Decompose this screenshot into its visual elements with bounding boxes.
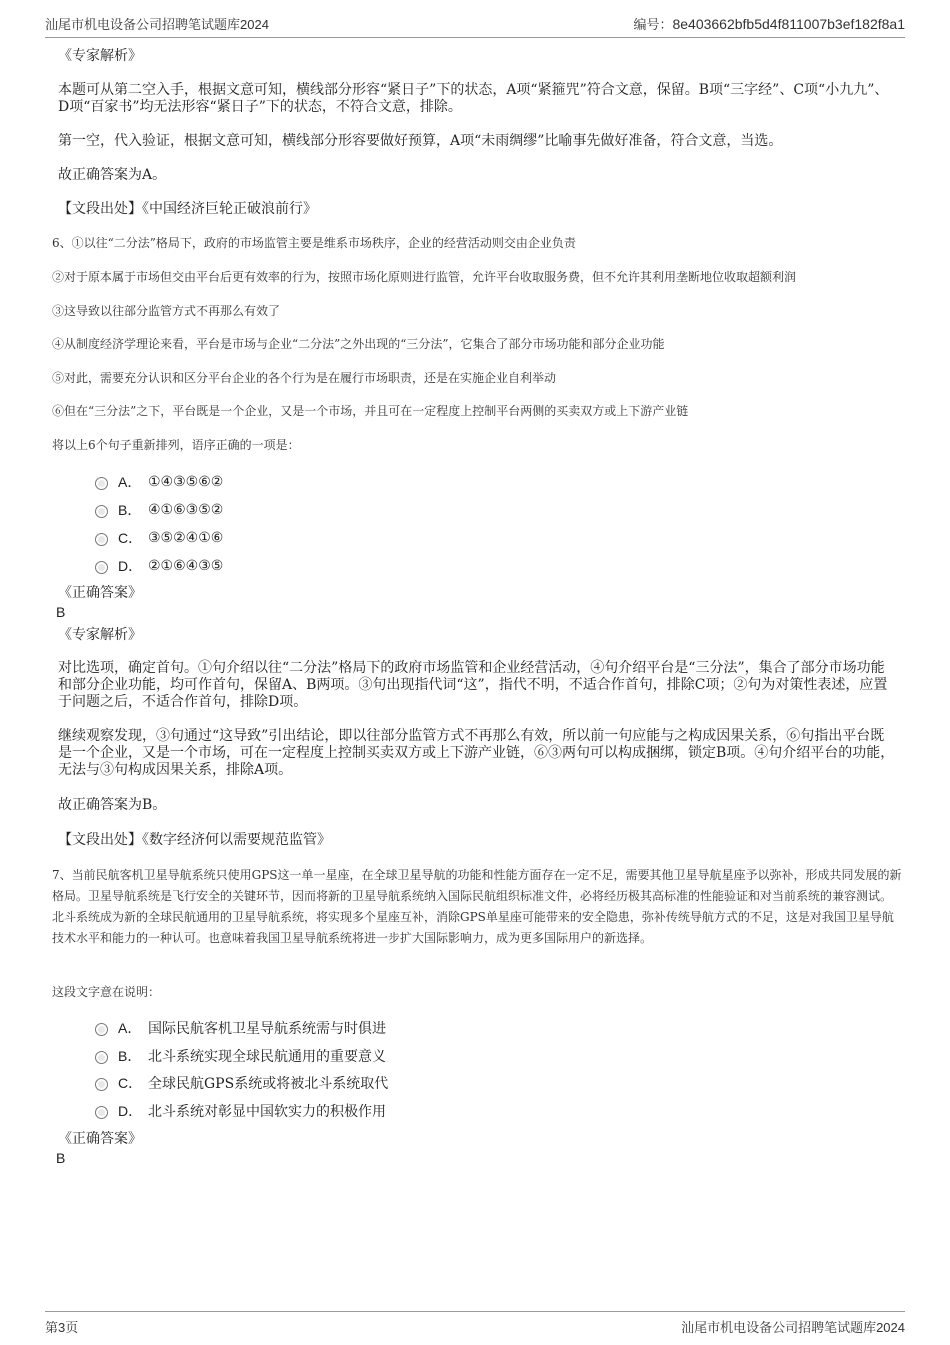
source-citation: 【文段出处】《数字经济何以需要规范监管》 — [58, 832, 331, 848]
radio-button[interactable] — [95, 1078, 108, 1091]
option-c[interactable]: C． 全球民航GPS系统或将被北斗系统取代 — [95, 1073, 388, 1093]
expert-analysis-heading: 《专家解析》 — [58, 627, 142, 643]
analysis-paragraph: 本题可从第二空入手，根据文意可知，横线部分形容“紧日子”下的状态，A项“紧箍咒”符合文意，保留。B项“三字经”、C项“小九九”、D项“百家书”均无法形容“紧日子”下的状态，不符合文意，排除。 — [58, 82, 889, 115]
expert-analysis-heading: 《专家解析》 — [58, 48, 142, 64]
correct-answer: B — [56, 1150, 66, 1166]
question-6-sentence: ③这导致以往部分监管方式不再那么有效了 — [52, 304, 281, 318]
correct-answer-heading: 《正确答案》 — [58, 1131, 142, 1147]
answer-conclusion: 故正确答案为A。 — [58, 167, 167, 183]
question-6-sentence: ⑥但在“三分法”之下，平台既是一个企业，又是一个市场，并且可在一定程度上控制平台两侧的买卖双方或上下游产业链 — [52, 404, 689, 418]
correct-answer-heading: 《正确答案》 — [58, 585, 142, 601]
source-citation: 【文段出处】《中国经济巨轮正破浪前行》 — [58, 201, 317, 217]
radio-button[interactable] — [95, 477, 108, 490]
doc-code: 编号：8e403662bfb5d4f811007b3ef182f8a1 — [633, 16, 905, 32]
radio-button[interactable] — [95, 505, 108, 518]
option-a[interactable]: A． ①④③⑤⑥② — [95, 472, 223, 492]
question-6-sentence: ⑤对此，需要充分认识和区分平台企业的各个行为是在履行市场职责，还是在实施企业自利举动 — [52, 371, 557, 385]
radio-button[interactable] — [95, 1051, 108, 1064]
analysis-paragraph: 第一空，代入验证，根据文意可知，横线部分形容要做好预算，A项“未雨绸缪”比喻事先做好准备，符合文意，当选。 — [58, 133, 783, 149]
question-6-sentence: 6、①以往“二分法”格局下，政府的市场监管主要是维系市场秩序，企业的经营活动则交由企业负责 — [52, 236, 576, 250]
header-title: 汕尾市机电设备公司招聘笔试题库2024 — [45, 17, 269, 32]
question-6-sentence: ②对于原本属于市场但交由平台后更有效率的行为，按照市场化原则进行监管，允许平台收取服务费，但不允许其利用垄断地位收取超额利润 — [52, 270, 797, 284]
question-6-sentence: ④从制度经济学理论来看，平台是市场与企业“二分法”之外出现的“三分法”，它集合了部分市场功能和部分企业功能 — [52, 337, 665, 351]
footer-title: 汕尾市机电设备公司招聘笔试题库2024 — [681, 1320, 905, 1335]
option-d[interactable]: D． ②①⑥④③⑤ — [95, 556, 223, 576]
option-c[interactable]: C． ③⑤②④①⑥ — [95, 528, 223, 548]
question-prompt: 这段文字意在说明： — [52, 985, 161, 999]
page-header — [45, 14, 905, 38]
radio-button[interactable] — [95, 1023, 108, 1036]
option-b[interactable]: B． ④①⑥③⑤② — [95, 500, 223, 520]
radio-button[interactable] — [95, 1106, 108, 1119]
option-b[interactable]: B． 北斗系统实现全球民航通用的重要意义 — [95, 1046, 386, 1066]
answer-conclusion: 故正确答案为B。 — [58, 797, 167, 813]
analysis-paragraph: 对比选项，确定首句。①句介绍以往“二分法”格局下的政府市场监管和企业经营活动，④句介绍平台是“三分法”，集合了部分市场功能和部分企业功能，均可作首句，保留A、B两项。③句出现指代词“这”，指代不明，不适合作首句，排除C项；②句为对策性表述，应置于问题之后，不适合作首句，排除D项。 — [58, 660, 888, 710]
option-a[interactable]: A． 国际民航客机卫星导航系统需与时俱进 — [95, 1018, 386, 1038]
correct-answer: B — [56, 604, 66, 620]
radio-button[interactable] — [95, 533, 108, 546]
radio-button[interactable] — [95, 561, 108, 574]
option-d[interactable]: D． 北斗系统对彰显中国软实力的积极作用 — [95, 1101, 386, 1121]
analysis-paragraph: 继续观察发现，③句通过“这导致”引出结论，即以往部分监管方式不再那么有效，所以前一句应能与之构成因果关系，⑥句指出平台既是一个企业，又是一个市场，可在一定程度上控制买卖双方或上下游产业链，⑥③两句可以构成捆绑，锁定B项。④句介绍平台的功能，无法与③句构成因果关系，排除A项。 — [58, 728, 895, 778]
question-7-passage: 7、当前民航客机卫星导航系统只使用GPS这一单一星座，在全球卫星导航的功能和性能方面存在一定不足，需要其他卫星导航星座予以弥补，形成共同发展的新格局。卫星导航系统是飞行安全的关键环节，因而将新的卫星导航系统纳入国际民航组织标准文件，必将经历极其高标准的性能验证和对当前系统的兼容测试。北斗系统成为新的全球民航通用的卫星导航系统，将实现多个星座互补，消除GPS单星座可能带来的安全隐患，弥补传统导航方式的不足，这是对我国卫星导航技术水平和能力的一种认可。也意味着我国卫星导航系统将进一步扩大国际影响力，成为更多国际用户的新选择。 — [52, 868, 902, 945]
page-number: 第3页 — [45, 1320, 79, 1335]
question-prompt: 将以上6个句子重新排列，语序正确的一项是： — [52, 438, 300, 452]
page-footer — [45, 1311, 905, 1336]
